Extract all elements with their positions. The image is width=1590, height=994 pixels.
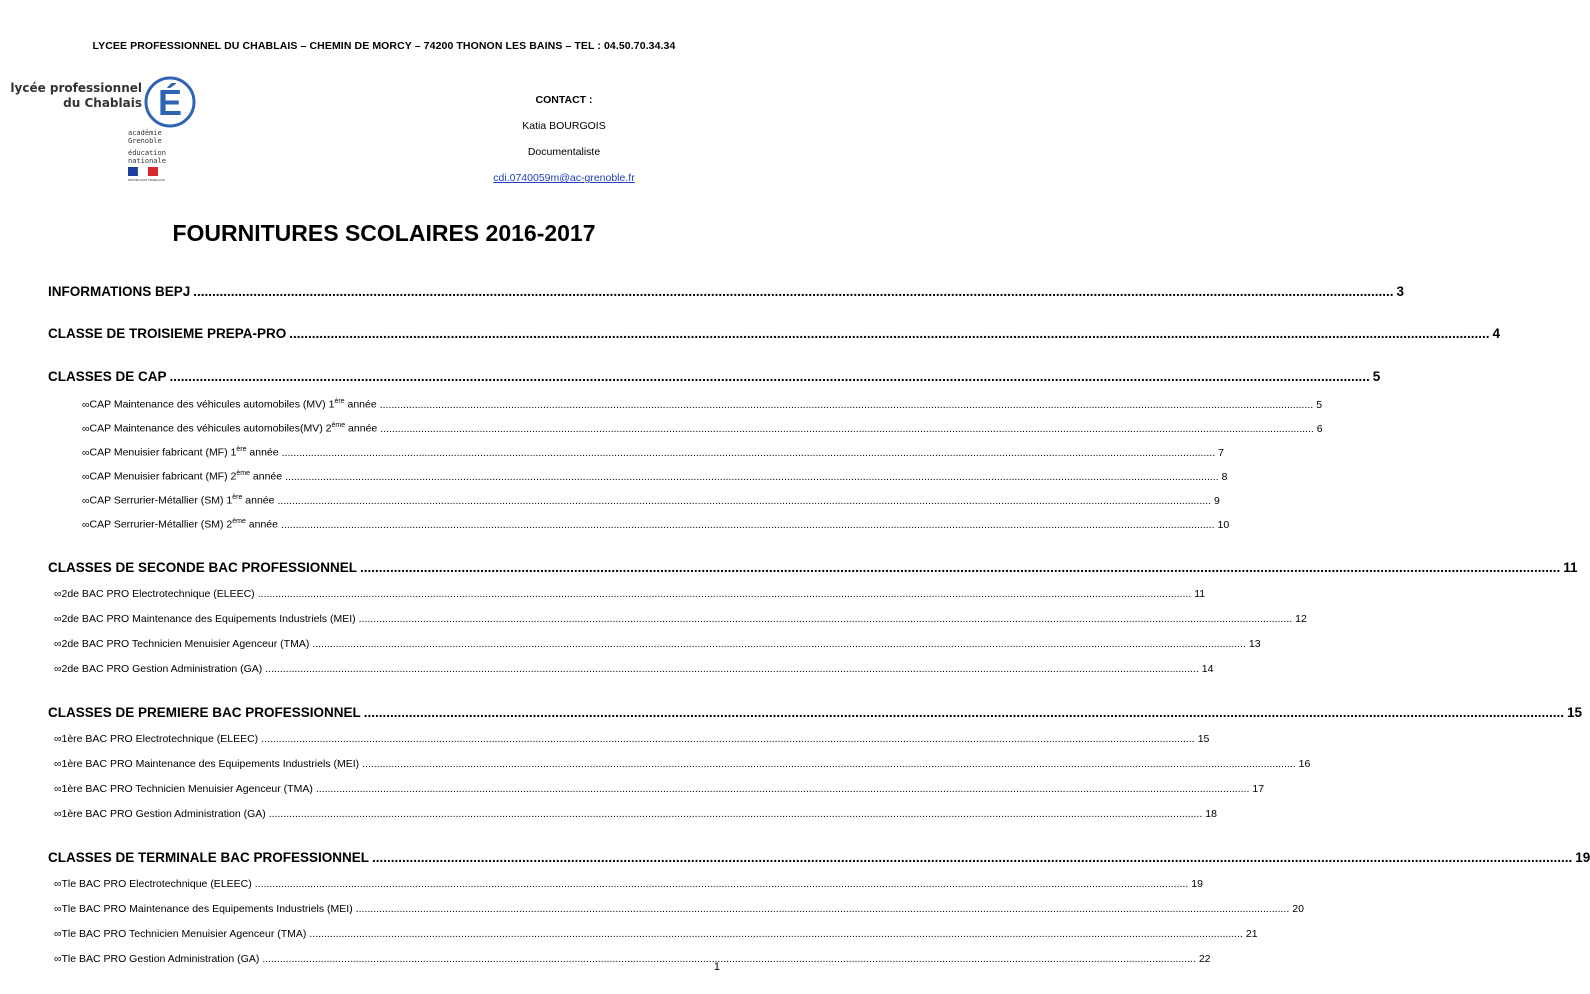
toc-item-sec-mei[interactable]: [48, 613, 1307, 625]
toc-item-cap-sm1[interactable]: [48, 494, 1220, 507]
toc-item-label: CAP Menuisier fabricant (MF) 2ème année: [89, 470, 283, 483]
contact-label: CONTACT :: [535, 94, 593, 106]
bullet-icon: ∞: [54, 783, 62, 795]
toc-page: 15: [1197, 733, 1210, 745]
toc-item-pre-ga[interactable]: [48, 808, 1217, 820]
toc-page: 21: [1245, 928, 1258, 940]
flag-red: [148, 167, 158, 176]
toc-dots: [359, 613, 1293, 625]
toc-item-label: 2de BAC PRO Technicien Menuisier Agenceur (TMA): [61, 638, 310, 650]
toc-page: 12: [1295, 613, 1307, 625]
bullet-icon: ∞: [82, 422, 90, 435]
toc-page: 10: [1217, 518, 1230, 531]
logo-academie-line2: Grenoble: [128, 137, 162, 145]
toc-section-terminale[interactable]: [48, 850, 1590, 865]
toc-item-ter-mei[interactable]: [48, 903, 1304, 915]
toc-page: 19: [1191, 878, 1203, 890]
bullet-icon: ∞: [54, 663, 62, 675]
bullet-icon: ∞: [82, 398, 90, 411]
toc-item-label: Tle BAC PRO Maintenance des Equipements Industriels (MEI): [61, 903, 353, 915]
toc-page: 15: [1567, 705, 1583, 720]
logo-graphic: [10, 70, 210, 182]
bullet-icon: ∞: [82, 518, 90, 531]
toc-page: 6: [1316, 422, 1323, 435]
toc-item-ter-tma[interactable]: [48, 928, 1258, 940]
toc-item-label: CAP Maintenance des véhicules automobiles(MV) 2ème année: [89, 422, 378, 435]
toc-page: 17: [1252, 783, 1265, 795]
logo-letter: É: [157, 82, 183, 123]
contact-name: Katia BOURGOIS: [522, 120, 606, 132]
toc-page: 5: [1316, 398, 1323, 411]
toc-dots: [278, 495, 1212, 507]
toc-item-label: 1ère BAC PRO Maintenance des Equipements Industriels (MEI): [61, 758, 360, 770]
toc-page: 4: [1492, 326, 1501, 341]
toc-dots: [255, 878, 1189, 890]
toc-dots: [285, 471, 1219, 483]
toc-page: 5: [1372, 369, 1381, 384]
toc-item-label: 1ère BAC PRO Gestion Administration (GA): [61, 808, 266, 820]
toc-dots: [316, 783, 1250, 795]
toc-item-label: 2de BAC PRO Electrotechnique (ELEEC): [61, 588, 255, 600]
bullet-icon: ∞: [54, 928, 62, 940]
bullet-icon: ∞: [54, 758, 62, 770]
toc-dots: [265, 663, 1199, 675]
toc-dots: [261, 733, 1195, 745]
toc-section-cap[interactable]: [48, 369, 1381, 384]
logo-republique: RÉPUBLIQUE FRANÇAISE: [128, 178, 165, 182]
toc-item-cap-mv1[interactable]: [48, 398, 1323, 411]
toc-section-label: INFORMATIONS BEPJ: [48, 284, 191, 299]
toc-page: 16: [1298, 758, 1311, 770]
toc-dots: [380, 399, 1314, 411]
toc-item-sec-tma[interactable]: [48, 638, 1261, 650]
toc-section-label: CLASSES DE PREMIERE BAC PROFESSIONNEL: [48, 705, 361, 720]
toc-dots: [193, 284, 1393, 299]
toc-page: 11: [1194, 588, 1206, 600]
toc-item-label: Tle BAC PRO Gestion Administration (GA): [61, 953, 260, 965]
toc-dots: [258, 588, 1192, 600]
toc-page: 9: [1214, 494, 1220, 507]
bullet-icon: ∞: [54, 733, 62, 745]
bullet-icon: ∞: [82, 470, 90, 483]
toc-page: 18: [1205, 808, 1217, 820]
toc-item-sec-ga[interactable]: [48, 663, 1214, 675]
toc-item-ter-ga[interactable]: [48, 953, 1211, 965]
bullet-icon: ∞: [82, 494, 90, 507]
logo-education-line1: éducation: [128, 149, 166, 157]
toc-page: 19: [1575, 850, 1590, 865]
bullet-icon: ∞: [54, 878, 62, 890]
toc-dots: [364, 705, 1564, 720]
toc-section-bepj[interactable]: [48, 284, 1405, 299]
toc-item-cap-sm2[interactable]: [48, 518, 1230, 531]
toc-item-label: CAP Serrurier-Métallier (SM) 2ème année: [89, 518, 278, 531]
flag-white: [138, 167, 148, 176]
bullet-icon: ∞: [54, 613, 62, 625]
toc-item-label: 1ère BAC PRO Electrotechnique (ELEEC): [61, 733, 259, 745]
logo-academie-line1: académie: [128, 129, 162, 137]
toc-page: 13: [1248, 638, 1261, 650]
toc-page: 8: [1221, 470, 1228, 483]
header-address: LYCEE PROFESSIONNEL DU CHABLAIS – CHEMIN DE MORCY – 74200 THONON LES BAINS – TEL : 04.50.70.34.34: [92, 40, 676, 52]
toc-item-ter-eleec[interactable]: [48, 878, 1203, 890]
bullet-icon: ∞: [54, 903, 62, 915]
logo-school-line2: du Chablais: [63, 96, 142, 110]
toc-item-label: CAP Serrurier-Métallier (SM) 1ère année: [89, 494, 275, 507]
toc-section-label: CLASSES DE TERMINALE BAC PROFESSIONNEL: [48, 850, 370, 865]
toc-item-label: Tle BAC PRO Electrotechnique (ELEEC): [61, 878, 252, 890]
bullet-icon: ∞: [54, 638, 62, 650]
page-number: 1: [713, 961, 720, 973]
bullet-icon: ∞: [54, 953, 62, 965]
bullet-icon: ∞: [54, 808, 62, 820]
toc-section-label: CLASSES DE SECONDE BAC PROFESSIONNEL: [48, 560, 358, 575]
toc-item-pre-mei[interactable]: [48, 758, 1311, 770]
toc-dots: [312, 638, 1246, 650]
toc-dots: [281, 519, 1215, 531]
toc-dots: [289, 326, 1489, 341]
toc-item-label: 2de BAC PRO Maintenance des Equipements Industriels (MEI): [61, 613, 356, 625]
toc-page: 3: [1396, 284, 1405, 299]
toc-dots: [360, 560, 1560, 575]
toc-item-sec-eleec[interactable]: [48, 588, 1206, 600]
toc-item-cap-mv2[interactable]: [48, 422, 1323, 435]
toc-item-label: 2de BAC PRO Gestion Administration (GA): [61, 663, 263, 675]
toc-dots: [170, 369, 1370, 384]
toc-dots: [282, 447, 1216, 459]
toc-section-troisieme[interactable]: [48, 326, 1501, 341]
toc-section-seconde[interactable]: [48, 560, 1578, 575]
toc-section-premiere[interactable]: [48, 705, 1583, 720]
toc-dots: [380, 423, 1314, 435]
flag-blue: [128, 167, 138, 176]
toc-dots: [269, 808, 1203, 820]
logo-school-line1: lycée professionnel: [10, 81, 142, 95]
toc-page: 14: [1201, 663, 1214, 675]
toc-item-label: 1ère BAC PRO Technicien Menuisier Agenceur (TMA): [61, 783, 313, 795]
toc-item-label: CAP Menuisier fabricant (MF) 1ère année: [89, 446, 279, 459]
toc-page: 22: [1198, 953, 1211, 965]
school-logo: [10, 70, 210, 182]
page-title: FOURNITURES SCOLAIRES 2016-2017: [172, 220, 596, 246]
logo-education-line2: nationale: [128, 157, 166, 165]
toc-item-pre-tma[interactable]: [48, 783, 1265, 795]
toc-page: 7: [1218, 446, 1224, 459]
contact-block: [430, 94, 698, 198]
toc-dots: [262, 953, 1196, 965]
toc-item-cap-mf1[interactable]: [48, 446, 1224, 459]
toc-dots: [356, 903, 1290, 915]
toc-dots: [362, 758, 1296, 770]
bullet-icon: ∞: [82, 446, 90, 459]
toc-dots: [372, 850, 1572, 865]
contact-role: Documentaliste: [527, 146, 601, 158]
toc-item-label: CAP Maintenance des véhicules automobiles (MV) 1ère année: [89, 398, 377, 411]
toc-page: 11: [1563, 560, 1578, 575]
toc-item-cap-mf2[interactable]: [48, 470, 1228, 483]
toc-section-label: CLASSES DE CAP: [48, 369, 167, 384]
bullet-icon: ∞: [54, 588, 62, 600]
toc-section-label: CLASSE DE TROISIEME PREPA-PRO: [48, 326, 287, 341]
toc-page: 20: [1292, 903, 1304, 915]
toc-item-pre-eleec[interactable]: [48, 733, 1210, 745]
toc-item-label: Tle BAC PRO Technicien Menuisier Agenceur (TMA): [61, 928, 307, 940]
contact-email-link[interactable]: cdi.0740059m@ac-grenoble.fr: [493, 172, 635, 184]
toc-dots: [309, 928, 1243, 940]
